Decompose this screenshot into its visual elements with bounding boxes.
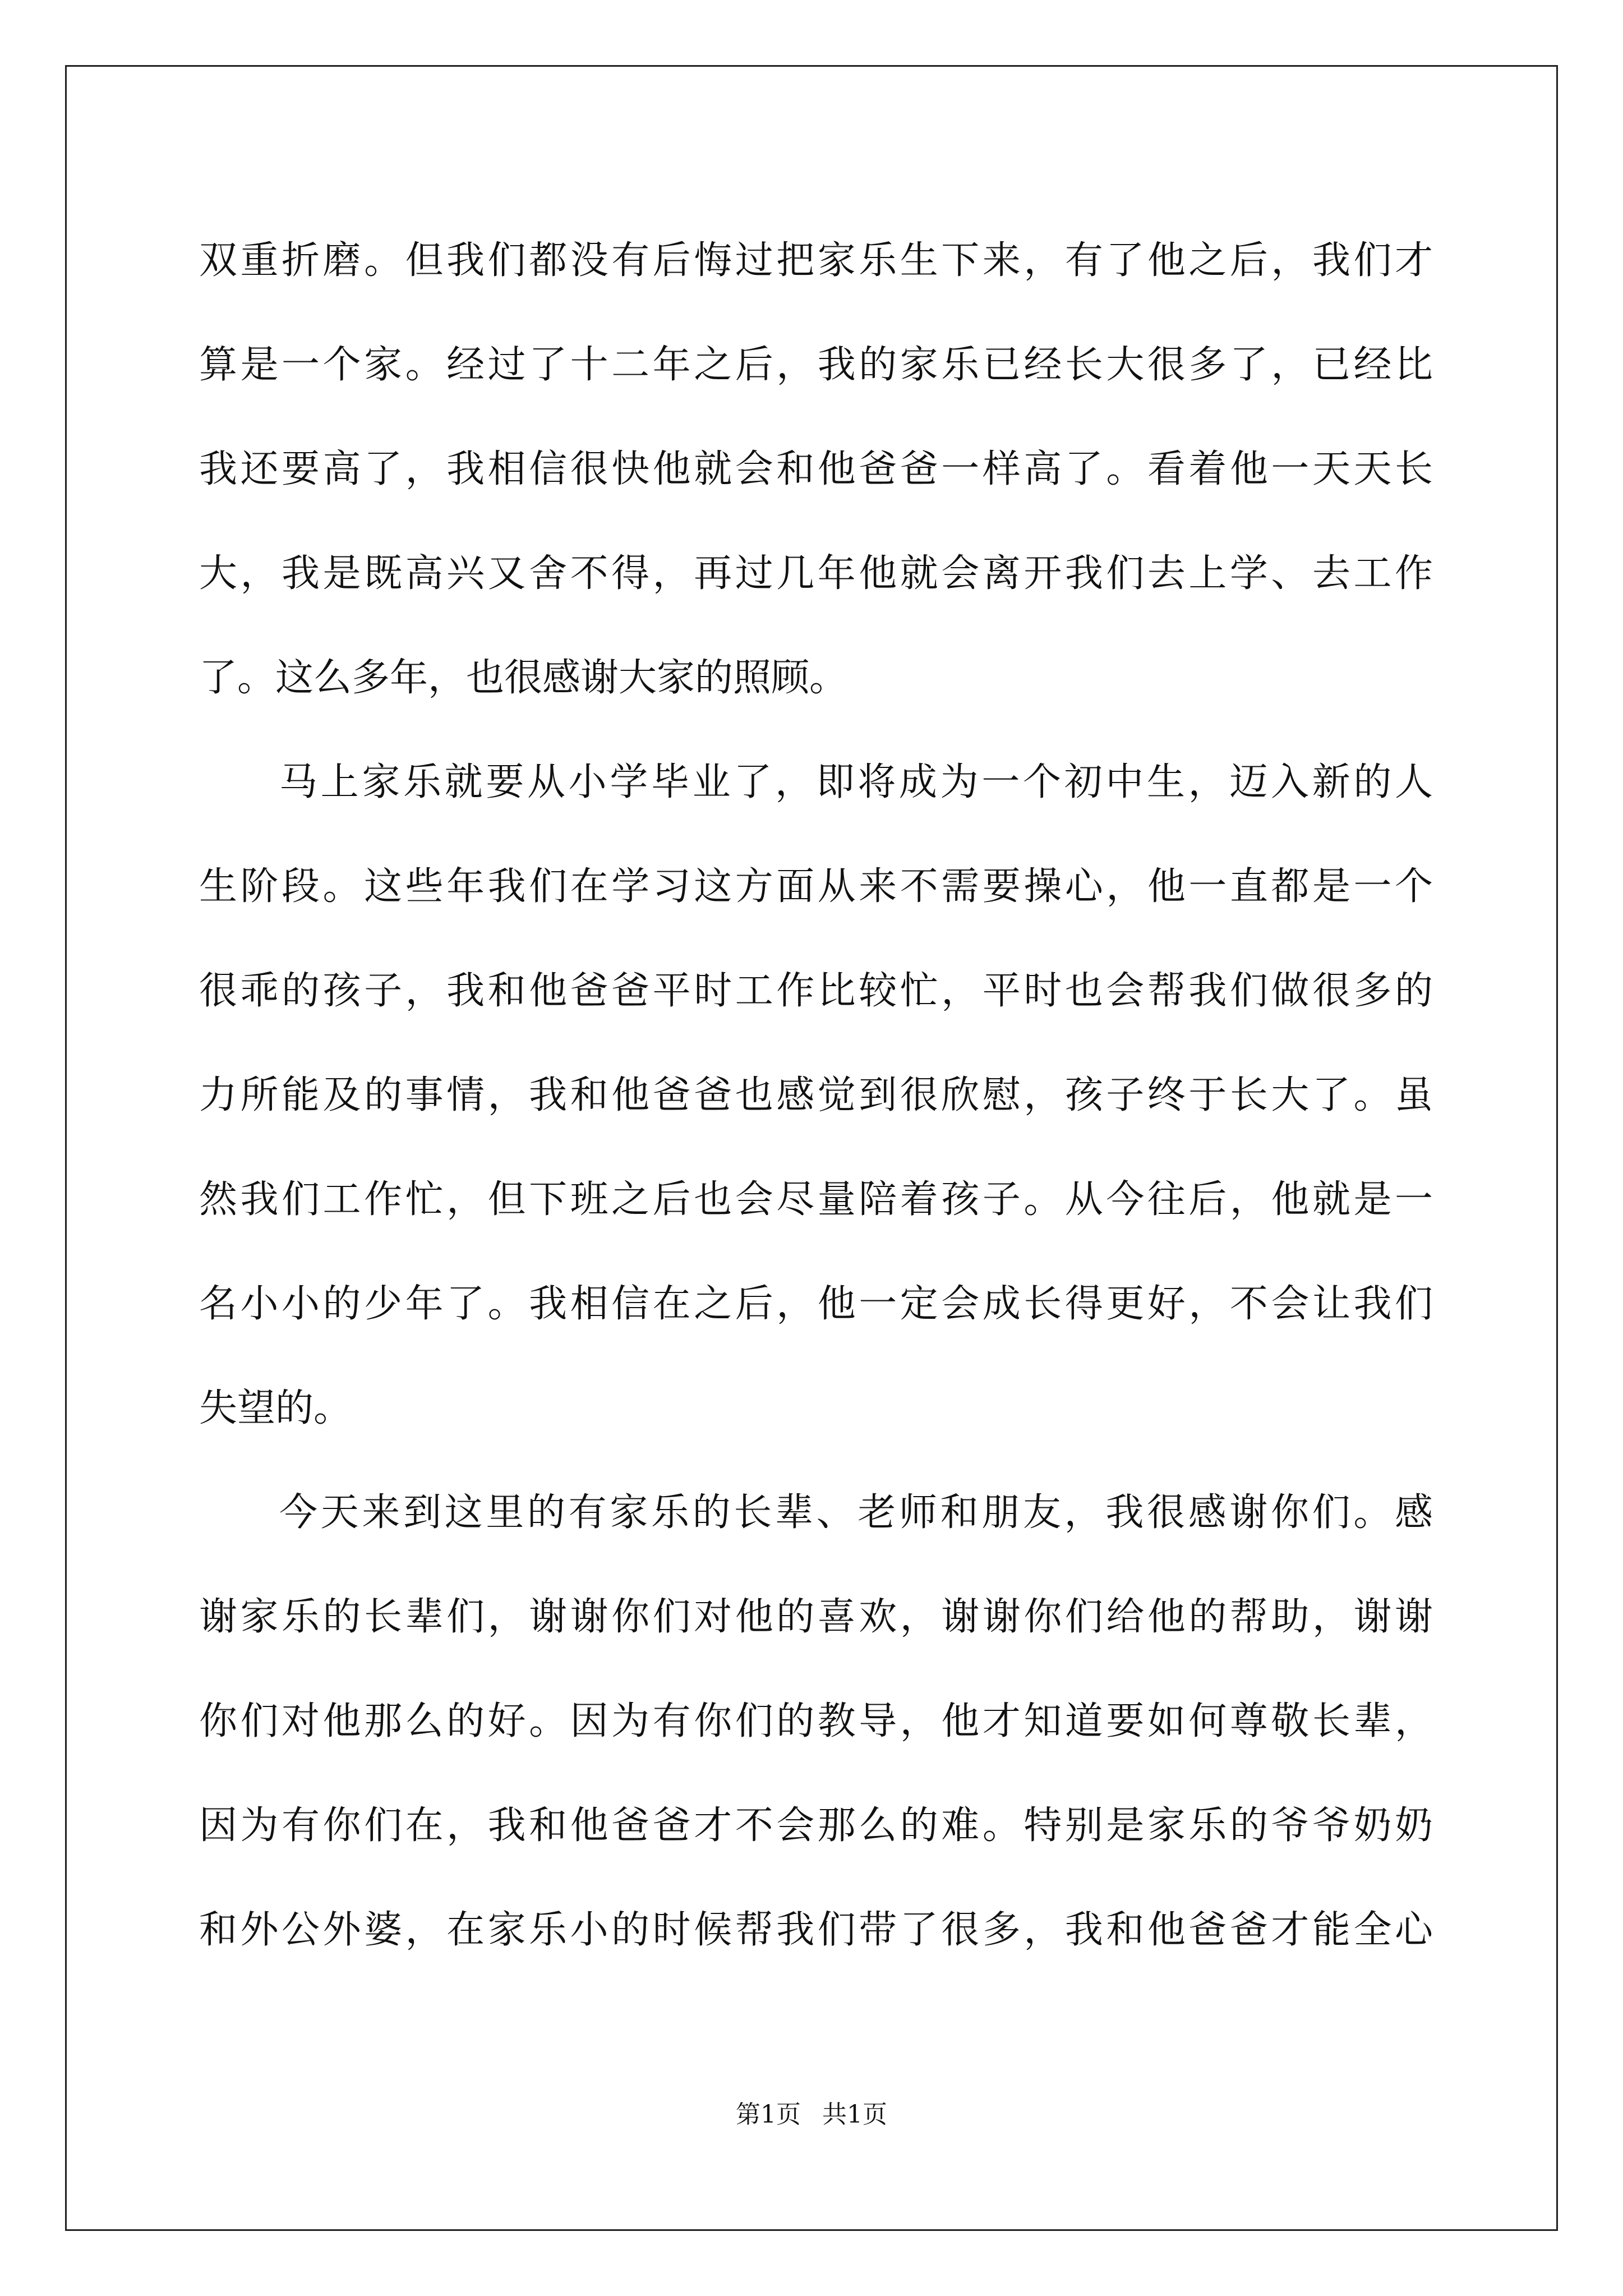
text-line-2: 算是一个家。经过了十二年之后，我的家乐已经长大很多了，已经比 <box>199 343 1433 387</box>
text-line-6: 马上家乐就要从小学毕业了，即将成为一个初中生，迈入新的人 <box>279 760 1433 804</box>
text-line-15: 你们对他那么的好。因为有你们的教导，他才知道要如何尊敬长辈， <box>199 1699 1433 1743</box>
text-line-12: 失望的。 <box>199 1386 352 1430</box>
text-line-17: 和外公外婆，在家乐小的时候帮我们带了很多，我和他爸爸才能全心 <box>199 1908 1433 1952</box>
text-line-4: 大，我是既高兴又舍不得，再过几年他就会离开我们去上学、去工作 <box>199 551 1433 596</box>
text-line-11: 名小小的少年了。我相信在之后，他一定会成长得更好，不会让我们 <box>199 1282 1433 1326</box>
text-line-13: 今天来到这里的有家乐的长辈、老师和朋友，我很感谢你们。感 <box>279 1490 1433 1535</box>
text-line-10: 然我们工作忙，但下班之后也会尽量陪着孩子。从今往后，他就是一 <box>199 1177 1433 1222</box>
text-line-9: 力所能及的事情，我和他爸爸也感觉到很欣慰，孩子终于长大了。虽 <box>199 1073 1433 1117</box>
page-number: 第1页 <box>736 2100 801 2129</box>
text-line-7: 生阶段。这些年我们在学习这方面从来不需要操心，他一直都是一个 <box>199 864 1433 909</box>
text-line-3: 我还要高了，我相信很快他就会和他爸爸一样高了。看着他一天天长 <box>199 447 1433 491</box>
text-line-8: 很乖的孩子，我和他爸爸平时工作比较忙，平时也会帮我们做很多的 <box>199 969 1433 1013</box>
text-line-5: 了。这么多年，也很感谢大家的照顾。 <box>199 656 848 700</box>
document-body <box>199 209 1433 1982</box>
text-line-14: 谢家乐的长辈们，谢谢你们对他的喜欢，谢谢你们给他的帮助，谢谢 <box>199 1595 1433 1639</box>
text-line-1: 双重折磨。但我们都没有后悔过把家乐生下来，有了他之后，我们才 <box>199 238 1433 283</box>
page-total: 共1页 <box>822 2100 887 2129</box>
page-footer <box>0 2098 1623 2132</box>
text-line-16: 因为有你们在，我和他爸爸才不会那么的难。特别是家乐的爷爷奶奶 <box>199 1803 1433 1848</box>
